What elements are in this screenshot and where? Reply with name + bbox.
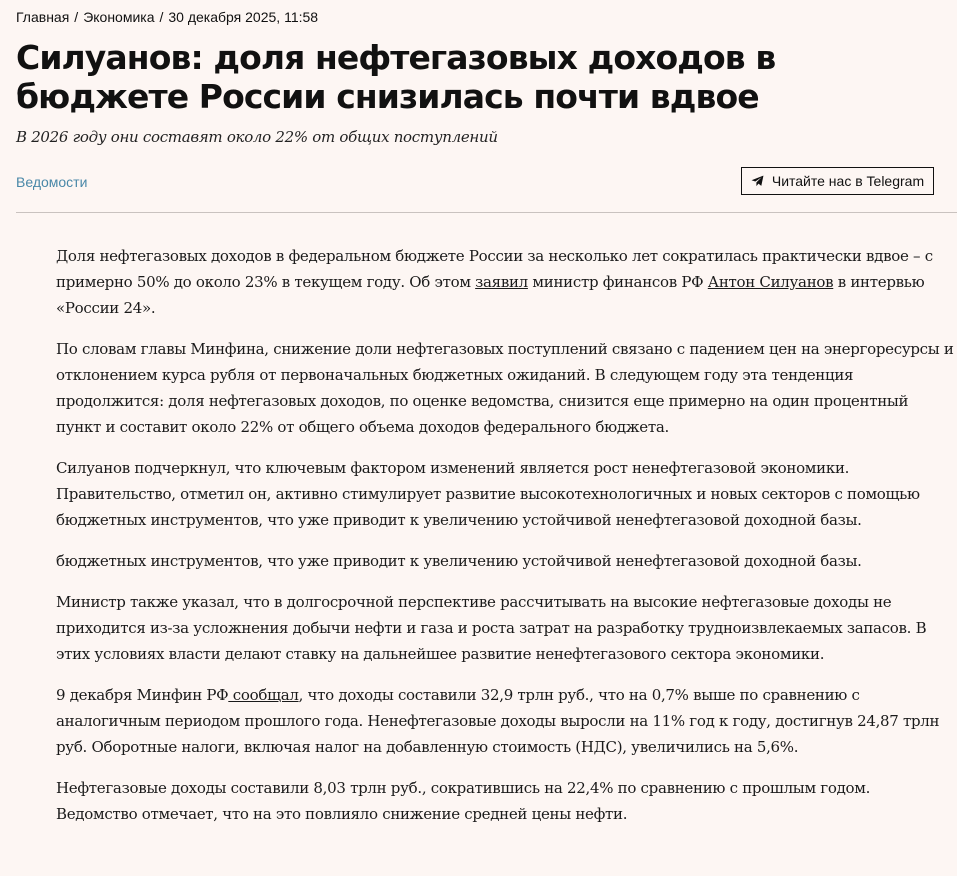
article-subtitle: В 2026 году они составят около 22% от общих поступлений (16, 128, 498, 146)
article-paragraph: Нефтегазовые доходы составили 8,03 трлн руб., сократившись на 22,4% по сравнению с прошлым годом. Ведомство отмечает, что на это повлияло снижение средней цены нефти. (56, 779, 871, 823)
breadcrumb-section-link[interactable]: Экономика (83, 9, 155, 25)
telegram-button[interactable] (741, 167, 934, 195)
telegram-button-label: Читайте нас в Telegram (771, 173, 925, 189)
article-paragraph: бюджетных инструментов, что уже приводит к увеличению устойчивой ненефтегазовой доходной базы. (56, 552, 862, 570)
reported-link[interactable]: сообщал (228, 686, 299, 704)
article-paragraph (56, 682, 954, 760)
article-paragraph: Министр также указал, что в долгосрочной перспективе рассчитывать на высокие нефтегазовые доходы не приходится из-за усложнения добычи нефти и газа и роста затрат на разработку трудноизвлекаемых запасов. В этих условиях власти делают ставку на дальнейшее развитие ненефтегазового сектора экономики. (56, 593, 927, 663)
person-link[interactable]: Антон Силуанов (707, 273, 834, 291)
header-divider (16, 212, 957, 213)
paragraph-text: 9 декабря Минфин РФ (56, 686, 229, 704)
article-body (56, 243, 954, 842)
breadcrumb-separator: / (159, 9, 164, 25)
breadcrumb-separator: / (74, 9, 79, 25)
breadcrumb-home-link[interactable]: Главная (16, 9, 70, 25)
paragraph-text: Доля нефтегазовых доходов в федеральном бюджете России за несколько лет сократилась практически вдвое – с примерно 50% до около 23% в текущем году. Об этом (56, 247, 933, 291)
publish-date: 30 декабря 2025, 11:58 (168, 9, 319, 25)
paragraph-text: в интервью «России 24». (56, 273, 925, 317)
telegram-icon (751, 175, 764, 187)
article-paragraph: По словам главы Минфина, снижение доли нефтегазовых поступлений связано с падением цен на энергоресурсы и отклонением курса рубля от первоначальных бюджетных ожиданий. В следующем году эта тенденция продолжится: доля нефтегазовых доходов, по оценке ведомства, снизится еще примерно на один процентный пункт и составит около 22% от общего объема доходов федерального бюджета. (56, 340, 954, 436)
stated-link[interactable]: заявил (475, 273, 528, 291)
paragraph-text: министр финансов РФ (527, 273, 708, 291)
article-paragraph: Силуанов подчеркнул, что ключевым фактором изменений является рост ненефтегазовой экономики. Правительство, отметил он, активно стимулирует развитие высокотехнологичных и новых секторов с помощью бюджетных инструментов, что уже приводит к увеличению устойчивой ненефтегазовой доходной базы. (56, 459, 920, 529)
article-title: Силуанов: доля нефтегазовых доходов в бюджете России снизилась почти вдвое (16, 38, 776, 116)
source-link[interactable]: Ведомости (16, 174, 88, 190)
paragraph-text: , что доходы составили 32,9 трлн руб., что на 0,7% выше по сравнению с аналогичным периодом прошлого года. Ненефтегазовые доходы выросли на 11% год к году, достигнув 24,87 трлн руб. Оборотные налоги, включая налог на добавленную стоимость (НДС), увеличились на 5,6%. (56, 686, 940, 756)
breadcrumb (16, 9, 318, 25)
article-paragraph (56, 243, 954, 321)
